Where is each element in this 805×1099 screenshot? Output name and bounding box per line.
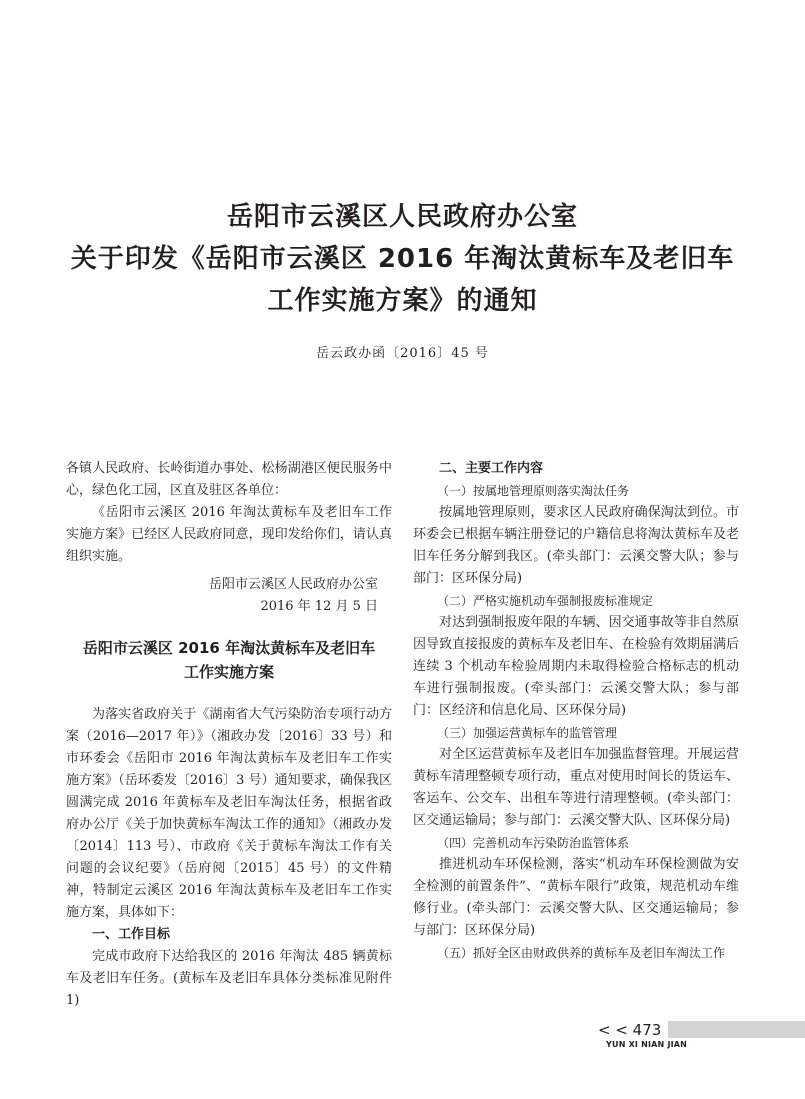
item-4-heading: （四）完善机动车污染防治监管体系 <box>437 836 630 850</box>
document-number: 岳云政办函〔2016〕45 号 <box>316 346 489 361</box>
plan-title-line-1: 岳阳市云溪区 2016 年淘汰黄标车及老旧车 <box>82 639 376 657</box>
left-column <box>66 458 392 1012</box>
notice-body: 《岳阳市云溪区 2016 年淘汰黄标车及老旧车工作实施方案》已经区人民政府同意，现印发给你们，请认真组织实施。 <box>66 505 392 564</box>
footer-bar <box>668 1021 805 1038</box>
title-line-3: 工作实施方案》的通知 <box>267 286 538 316</box>
item-1-body: 按属地管理原则，要求区人民政府确保淘汰到位。市环委会已根据车辆注册登记的户籍信息将淘汰黄标车及老旧车任务分解到我区。(牵头部门：云溪交警大队；参与部门：区环保分局) <box>413 505 739 586</box>
signature-date: 2016 年 12 月 5 日 <box>260 599 378 614</box>
signature-organization: 岳阳市云溪区人民政府办公室 <box>208 577 378 592</box>
item-2-heading: （二）严格实施机动车强制报废标准规定 <box>437 594 654 608</box>
page-number: < < 473 <box>598 1021 662 1039</box>
running-title: YUN XI NIAN JIAN <box>606 1040 688 1049</box>
title-line-1: 岳阳市云溪区人民政府办公室 <box>226 202 578 232</box>
item-3-heading: （三）加强运营黄标车的监管管理 <box>437 726 618 740</box>
plan-intro: 为落实省政府关于《湖南省大气污染防治专项行动方案（2016—2017 年）》（湘政办发〔2016〕33 号）和市环委会《岳阳市 2016 年淘汰黄标车及老旧车工作实施方案》（岳环委发〔2016〕3 号）通知要求，确保我区圆满完成 2016 年黄标车及老旧车淘汰任务，根据省政府办公厅《关于加快黄标车淘汰工作的通知》（湘政办发〔2014〕113 号）、市政府《关于黄标车淘汰工作有关问题的会议纪要》（岳府阅〔2015〕45 号）的文件精神，特制定云溪区 2016 年淘汰黄标车及老旧车工作实施方案，具体如下： <box>66 707 392 920</box>
notice-recipients: 各镇人民政府、长岭街道办事处、松杨湖港区便民服务中心，绿色化工园，区直及驻区各单位： <box>66 461 392 498</box>
title-line-2: 关于印发《岳阳市云溪区 2016 年淘汰黄标车及老旧车 <box>70 244 735 274</box>
plan-title-line-2: 工作实施方案 <box>183 663 274 681</box>
item-4-body: 推进机动车环保检测，落实“机动车环保检测做为安全检测的前置条件”、“黄标车限行”政策，规范机动车维修行业。(牵头部门：云溪交警大队、区交通运输局；参与部门：区环保分局) <box>413 857 739 938</box>
item-3-body: 对全区运营黄标车及老旧车加强监督管理。开展运营黄标车清理整顿专项行动，重点对使用时间长的货运车、客运车、公交车、出租车等进行清理整顿。(牵头部门：区交通运输局；参与部门：云溪交警大队、区环保分局) <box>413 747 739 828</box>
document-title <box>0 196 805 322</box>
plan-title <box>66 636 392 684</box>
item-2-body: 对达到强制报废年限的车辆、因交通事故等非自然原因导致直接报废的黄标车及老旧车、在检验有效期届满后连续 3 个机动车检验周期内未取得检验合格标志的机动车进行强制报废。(牵头部门：云溪交警大队；参与部门：区经济和信息化局、区环保分局) <box>413 615 739 718</box>
section-2-heading: 二、主要工作内容 <box>439 461 544 476</box>
item-5-heading: （五）抓好全区由财政供养的黄标车及老旧车淘汰工作 <box>437 946 726 960</box>
section-1-body: 完成市政府下达给我区的 2016 年淘汰 485 辆黄标车及老旧车任务。(黄标车及老旧车具体分类标准见附件 1) <box>66 949 392 1008</box>
item-1-heading: （一）按属地管理原则落实淘汰任务 <box>437 484 630 498</box>
right-column <box>413 458 739 964</box>
section-1-heading: 一、工作目标 <box>92 927 171 942</box>
